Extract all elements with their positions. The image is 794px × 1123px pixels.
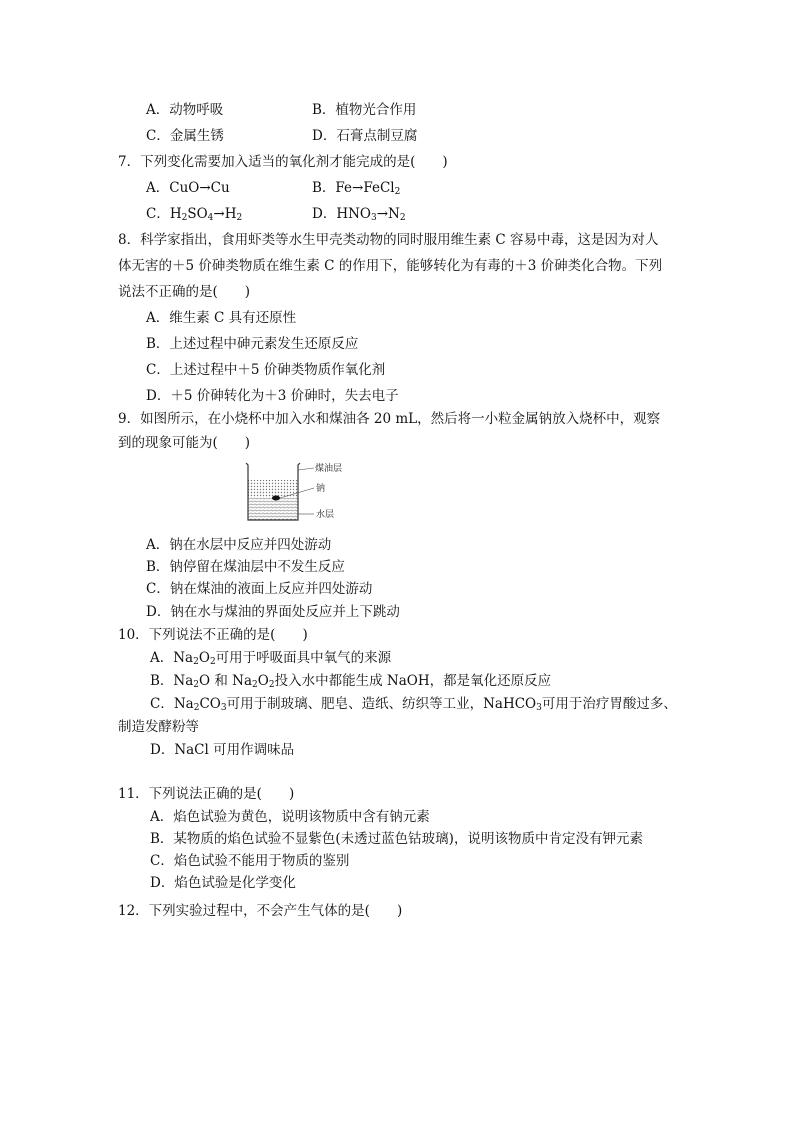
label-sodium: 钠: [316, 484, 326, 494]
q7-option-d: D．$HNO_3\to N_2$: [312, 206, 406, 223]
q10-option-c-continued: 制造发酵粉等: [118, 719, 199, 735]
q12-stem: 12．下列实验过程中，不会产生气体的是( ): [118, 903, 403, 919]
water-layer: [248, 498, 298, 520]
sodium-piece: [272, 496, 280, 501]
q8-stem-line3: 说法不正确的是( ): [118, 284, 251, 300]
q8-option-a: A．维生素 C 具有还原性: [146, 310, 297, 326]
q7-option-a: A．CuO→Cu: [146, 180, 230, 196]
q9-stem-line1: 9．如图所示，在小烧杯中加入水和煤油各 20 mL，然后将一小粒金属钠放入烧杯中，观察: [118, 411, 661, 427]
q11-option-d: D．焰色试验是化学变化: [150, 875, 296, 891]
q8-stem-line1: 8．科学家指出，食用虾类等水生甲壳类动物的同时服用维生素 C 容易中毒，这是因为对人: [118, 232, 659, 248]
q8-option-b: B．上述过程中砷元素发生还原反应: [146, 336, 359, 352]
q10-stem: 10．下列说法不正确的是( ): [118, 627, 308, 643]
kerosene-pointer: [298, 468, 314, 470]
beaker-diagram: [238, 458, 348, 526]
q9-stem-line2: 到的现象可能为( ): [118, 435, 251, 451]
q9-option-d: D．钠在水与煤油的界面处反应并上下跳动: [146, 604, 400, 620]
label-water: 水层: [316, 510, 335, 520]
q11-option-c: C．焰色试验不能用于物质的鉴别: [150, 853, 350, 869]
q10-option-c: C．$Na_2CO_3$可用于制玻璃、肥皂、造纸、纺织等工业，NaHCO$_3$可用于治疗胃酸过多、: [150, 696, 677, 713]
q6-option-d: D．石膏点制豆腐: [312, 128, 418, 144]
q7-option-b: B．Fe→FeCl$_2$: [312, 180, 401, 197]
beaker-body: [246, 463, 314, 520]
q8-stem-line2: 体无害的＋5 价砷类物质在维生素 C 的作用下，能够转化为有毒的＋3 价砷类化合物。下列: [118, 258, 663, 274]
q9-option-b: B．钠停留在煤油层中不发生反应: [146, 559, 345, 575]
q6-option-b: B．植物光合作用: [312, 102, 417, 118]
q8-option-d: D．＋5 价砷转化为＋3 价砷时，失去电子: [146, 388, 399, 404]
q10-option-a: A．$Na_2O_2$可用于呼吸面具中氧气的来源: [150, 650, 392, 667]
q7-stem: 7．下列变化需要加入适当的氧化剂才能完成的是( ): [118, 154, 448, 170]
q8-option-c: C．上述过程中＋5 价砷类物质作氧化剂: [146, 362, 386, 378]
q10-option-b: B．$Na_2O$ 和 $Na_2O_2$投入水中都能生成 NaOH，都是氧化还原反应: [150, 673, 552, 690]
q9-option-c: C．钠在煤油的液面上反应并四处游动: [146, 581, 373, 597]
label-kerosene: 煤油层: [315, 464, 343, 474]
q6-option-c: C．金属生锈: [146, 128, 224, 144]
q7-option-c: C．$H_2SO_4\to H_2$: [146, 206, 243, 223]
q10-option-d: D．NaCl 可用作调味品: [150, 742, 295, 758]
q11-option-a: A．焰色试验为黄色，说明该物质中含有钠元素: [150, 809, 430, 825]
q11-stem: 11．下列说法正确的是( ): [118, 786, 295, 802]
q6-option-a: A．动物呼吸: [146, 102, 224, 118]
q11-option-b: B．某物质的焰色试验不显紫色(未透过蓝色钴玻璃)，说明该物质中肯定没有钾元素: [150, 831, 643, 847]
q9-option-a: A．钠在水层中反应并四处游动: [146, 537, 332, 553]
kerosene-layer: [248, 480, 298, 498]
